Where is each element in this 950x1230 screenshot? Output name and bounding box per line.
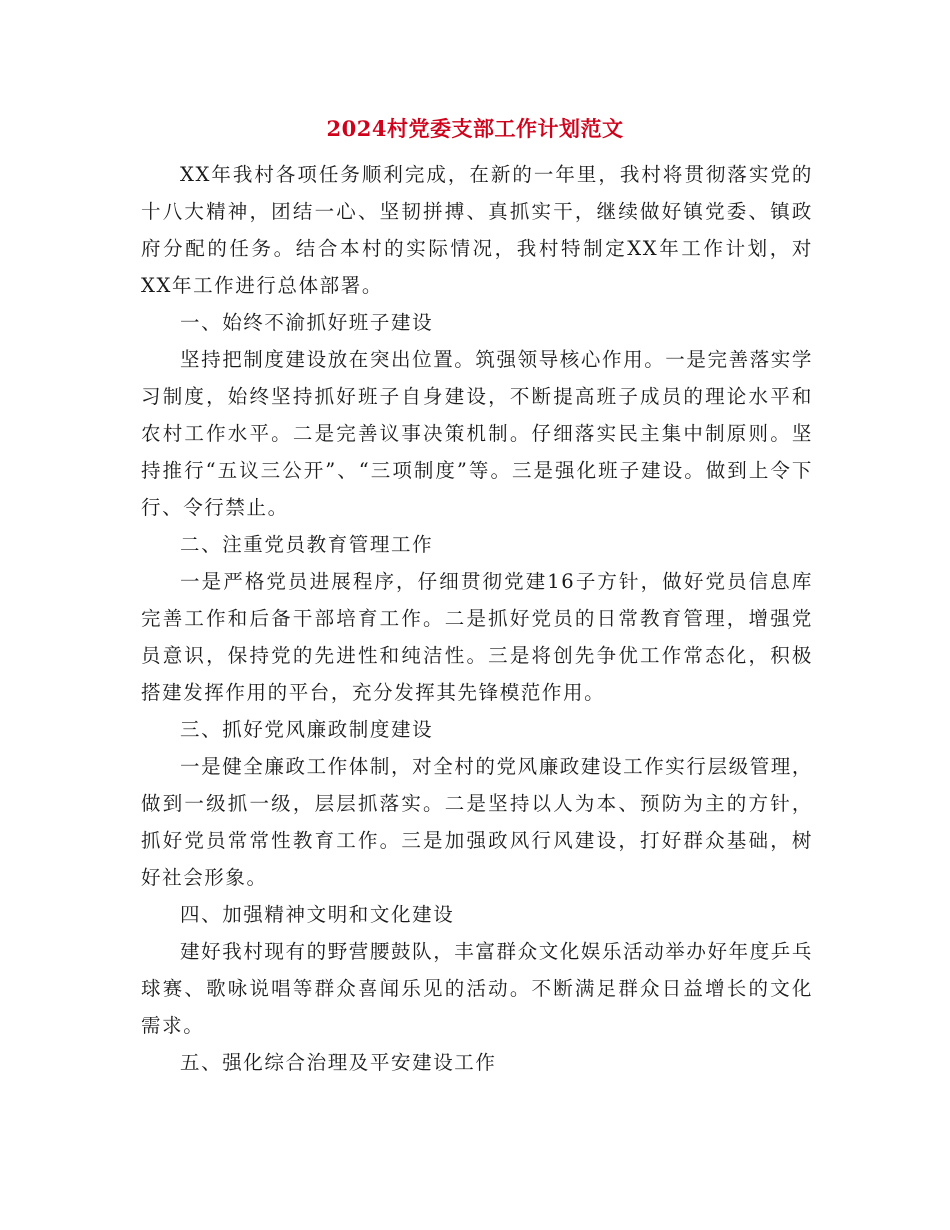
section-paragraph-3: 一是健全廉政工作体制，对全村的党风廉政建设工作实行层级管理，做到一级抓一级，层层抓落实。二是坚持以人为本、预防为主的方针，抓好党员常常性教育工作。三是加强政风行风建设，打好群众基础，树好社会形象。	[141, 755, 814, 889]
section-paragraph-4: 建好我村现有的野营腰鼓队，丰富群众文化娱乐活动举办好年度乒乓球赛、歌咏说唱等群众喜闻乐见的活动。不断满足群众日益增长的文化需求。	[141, 940, 814, 1037]
intro-paragraph: XX年我村各项任务顺利完成，在新的一年里，我村将贯彻落实党的十八大精神，团结一心、坚韧拼搏、真抓实干，继续做好镇党委、镇政府分配的任务。结合本村的实际情况，我村特制定XX年工作计划，对XX年工作进行总体部署。	[141, 163, 813, 297]
section-heading-5: 五、强化综合治理及平安建设工作	[180, 1051, 497, 1074]
section-paragraph-2: 一是严格党员进展程序，仔细贯彻党建16子方针，做好党员信息库完善工作和后备干部培育工作。二是抓好党员的日常教育管理，增强党员意识，保持党的先进性和纯洁性。三是将创先争优工作常态化，积极搭建发挥作用的平台，充分发挥其先锋模范作用。	[141, 570, 813, 704]
section-paragraph-1: 坚持把制度建设放在突出位置。筑强领导核心作用。一是完善落实学习制度，始终坚持抓好班子自身建设，不断提高班子成员的理论水平和农村工作水平。二是完善议事决策机制。仔细落实民主集中制原则。坚持推行“五议三公开”、“三项制度”等。三是强化班子建设。做到上令下行、令行禁止。	[141, 348, 814, 519]
document-body	[141, 156, 813, 1081]
section-heading-3: 三、抓好党风廉政制度建设	[180, 718, 434, 741]
section-heading-4: 四、加强精神文明和文化建设	[180, 903, 455, 926]
section-heading-2: 二、注重党员教育管理工作	[180, 533, 434, 556]
document-title: 2024村党委支部工作计划范文	[326, 116, 624, 141]
section-heading-1: 一、始终不渝抓好班子建设	[180, 311, 434, 334]
